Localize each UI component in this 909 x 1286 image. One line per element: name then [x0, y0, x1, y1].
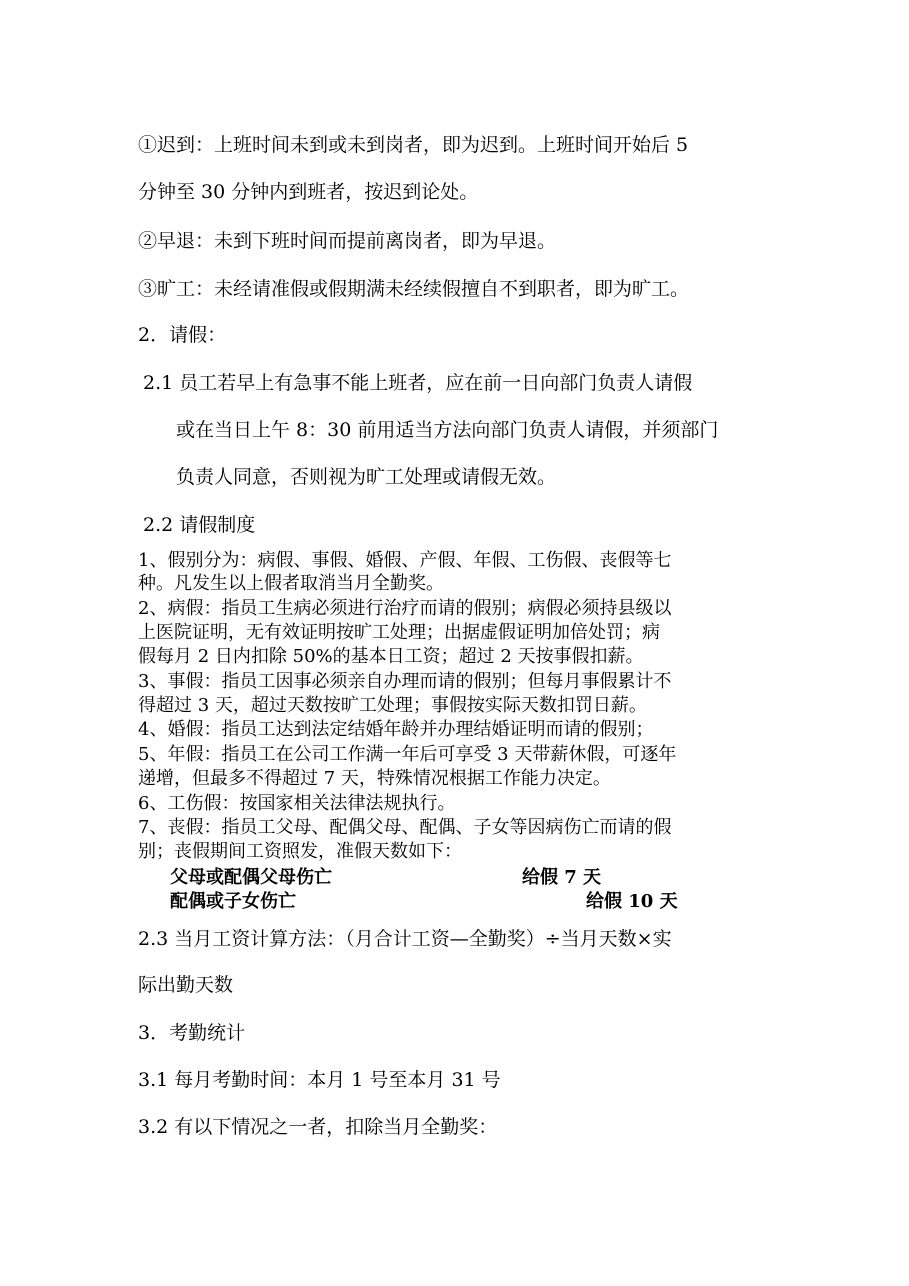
- text-line: 6、工伤假：按国家相关法律法规执行。: [138, 793, 456, 814]
- text-line: 别；丧假期间工资照发，准假天数如下：: [138, 841, 462, 862]
- text-line: 3.2 有以下情况之一者，扣除当月全勤奖：: [138, 1116, 498, 1138]
- leave-row-label: 父母或配偶父母伤亡: [170, 867, 332, 888]
- text-line: 7、丧假：指员工父母、配偶父母、配偶、子女等因病伤亡而请的假: [138, 817, 672, 838]
- text-line: 5、年假：指员工在公司工作满一年后可享受 3 天带薪休假，可逐年: [138, 744, 677, 765]
- text-line: 4、婚假：指员工达到法定结婚年龄并办理结婚证明而请的假别；: [138, 719, 654, 740]
- text-line: 得超过 3 天，超过天数按旷工处理；事假按实际天数扣罚日薪。: [138, 695, 647, 716]
- text-line: 或在当日上午 8：30 前用适当方法向部门负责人请假，并须部门: [176, 419, 719, 441]
- text-line: 际出勤天数: [138, 974, 234, 996]
- text-line: ②早退：未到下班时间而提前离岗者，即为早退。: [138, 230, 557, 252]
- text-line: 负责人同意，否则视为旷工处理或请假无效。: [176, 466, 557, 488]
- text-line: 1、假别分为：病假、事假、婚假、产假、年假、工伤假、丧假等七: [138, 550, 672, 571]
- text-line: ③旷工：未经请准假或假期满未经续假擅自不到职者，即为旷工。: [138, 278, 690, 300]
- subsection-heading: 2.2 请假制度: [143, 514, 256, 536]
- text-line: 种。凡发生以上假者取消当月全勤奖。: [138, 573, 444, 594]
- text-line: 递增，但最多不得超过 7 天，特殊情况根据工作能力决定。: [138, 768, 611, 789]
- section-heading: 3．考勤统计: [138, 1022, 246, 1044]
- text-line: 3、事假：指员工因事必须亲自办理而请的假别；但每月事假累计不: [138, 671, 672, 692]
- leave-row-value: 给假 7 天: [522, 867, 602, 888]
- text-line: 假每月 2 日内扣除 50%的基本日工资；超过 2 天按事假扣薪。: [138, 646, 644, 667]
- text-line: ①迟到：上班时间未到或未到岗者，即为迟到。上班时间开始后 5: [138, 134, 689, 156]
- section-heading: 2．请假：: [138, 324, 227, 346]
- text-line: 2.1 员工若早上有急事不能上班者，应在前一日向部门负责人请假: [143, 372, 693, 394]
- text-line: 分钟至 30 分钟内到班者，按迟到论处。: [138, 181, 479, 203]
- text-line: 3.1 每月考勤时间：本月 1 号至本月 31 号: [138, 1069, 501, 1091]
- text-line: 上医院证明，无有效证明按旷工处理；出据虚假证明加倍处罚；病: [138, 622, 660, 643]
- text-line: 2、病假：指员工生病必须进行治疗而请的假别；病假必须持县级以: [138, 598, 672, 619]
- leave-row-label: 配偶或子女伤亡: [170, 891, 296, 912]
- text-line: 2.3 当月工资计算方法：（月合计工资—全勤奖）÷当月天数×实: [138, 928, 672, 950]
- leave-row-value: 给假 10 天: [586, 891, 678, 912]
